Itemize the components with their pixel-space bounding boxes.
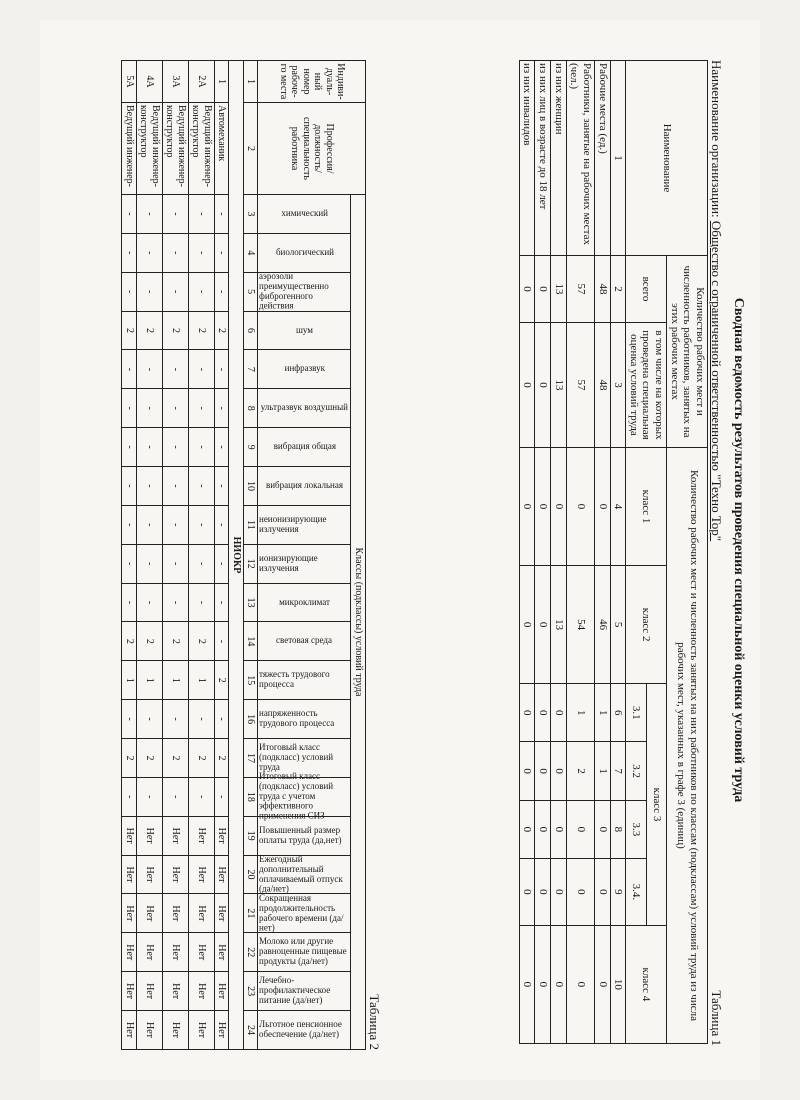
- t2-cell: 1: [163, 661, 189, 700]
- t2-cell: -: [215, 583, 230, 622]
- t1-col-number: 5: [610, 566, 626, 684]
- t2-cell: -: [215, 467, 230, 506]
- t2-factor-header: [258, 816, 351, 855]
- t1-cell: 0: [535, 742, 551, 800]
- t2-cell: 2: [122, 622, 137, 661]
- t2-cell: -: [163, 700, 189, 739]
- t2-factor-label: Итоговый класс (подкласс) условий труда: [259, 742, 334, 772]
- t2-cell: -: [215, 350, 230, 389]
- t2-factor-header: [258, 195, 351, 234]
- t2-factor-label: аэрозоли преимущественно фиброгенного действия: [259, 270, 330, 311]
- t2-factor-label: вибрация локальная: [266, 480, 344, 490]
- t2-cell: -: [215, 428, 230, 467]
- t2-section-title: НИОКР: [229, 61, 244, 1050]
- t2-cell: -: [137, 583, 163, 622]
- t2-cell: Нет: [189, 816, 215, 855]
- t2-factor-header: [258, 544, 351, 583]
- t1-cell: 0: [519, 256, 535, 323]
- t2-cell: -: [137, 272, 163, 311]
- t2-col-number: 11: [244, 505, 259, 544]
- t1-cell: 13: [550, 323, 566, 448]
- t1-row-name: из них лиц в возрасте до 18 лет: [535, 61, 551, 256]
- t2-cell: -: [137, 700, 163, 739]
- t2-cell: -: [215, 389, 230, 428]
- t2-col-number: 20: [244, 855, 259, 894]
- t1-cell: 0: [550, 684, 566, 742]
- t1-row-name: из них инвалидов: [519, 61, 535, 256]
- t1-cell: 2: [566, 742, 594, 800]
- t1-header-class31: 3.1: [626, 684, 646, 742]
- t2-factor-header: [258, 700, 351, 739]
- org-label: Наименование организации:: [709, 60, 724, 218]
- t2-cell: Нет: [215, 933, 230, 972]
- t2-cell: -: [122, 467, 137, 506]
- organization-line: [708, 60, 724, 541]
- t2-cell: -: [122, 583, 137, 622]
- t2-factor-label: Ежегодный дополнительный оплачиваемый отпуск (да/нет): [259, 853, 344, 894]
- t2-cell: -: [137, 467, 163, 506]
- t2-factor-header: [258, 505, 351, 544]
- summary-table: [519, 60, 708, 1044]
- t1-row: [519, 61, 535, 1044]
- t2-cell: Нет: [215, 894, 230, 933]
- t2-cell: -: [122, 350, 137, 389]
- t2-cell: 2: [163, 311, 189, 350]
- t2-cell: -: [137, 195, 163, 234]
- t2-cell: Нет: [137, 1011, 163, 1050]
- t2-cell: Нет: [189, 894, 215, 933]
- t1-header-total: всего: [626, 256, 667, 323]
- t2-cell: -: [163, 428, 189, 467]
- t2-cell: Нет: [137, 816, 163, 855]
- t1-col-number: 3: [610, 323, 626, 448]
- t2-cell: 2: [163, 622, 189, 661]
- t2-cell: Нет: [122, 816, 137, 855]
- t2-factor-label: Сокращенная продолжительность рабочего времени (да/нет): [259, 892, 344, 933]
- t2-cell: Нет: [122, 933, 137, 972]
- t2-factor-header: [258, 389, 351, 428]
- t1-cell: 0: [566, 925, 594, 1043]
- t2-cell: Нет: [215, 816, 230, 855]
- t2-cell: -: [122, 777, 137, 816]
- t2-row-prof: Автомеханик: [215, 103, 230, 195]
- t1-header-count: Количество рабочих мест и численность работников, занятых на этих рабочих местах: [667, 256, 708, 448]
- t2-cell: Нет: [163, 1011, 189, 1050]
- document-title: Сводная ведомость результатов проведения специальной оценки условий труда: [731, 297, 746, 803]
- t2-cell: Нет: [137, 855, 163, 894]
- t2-cell: -: [122, 505, 137, 544]
- t1-cell: 1: [594, 742, 610, 800]
- t2-cell: Нет: [122, 855, 137, 894]
- t1-header-sout: в том числе на которых проведена специальная оценка условий труда: [626, 323, 667, 448]
- t1-col-number: 10: [610, 925, 626, 1043]
- t2-cell: -: [189, 195, 215, 234]
- t2-cell: -: [163, 233, 189, 272]
- t2-cell: 2: [137, 311, 163, 350]
- t2-cell: -: [122, 428, 137, 467]
- t2-cell: -: [137, 428, 163, 467]
- t2-cell: -: [215, 505, 230, 544]
- t1-col-number: 6: [610, 684, 626, 742]
- t2-factor-label: ультразвук воздушный: [260, 402, 349, 413]
- t1-cell: 0: [535, 925, 551, 1043]
- t2-cell: -: [215, 233, 230, 272]
- t2-factor-label: биологический: [275, 246, 334, 257]
- t1-col-number: 4: [610, 448, 626, 566]
- table1-label: Таблица 1: [709, 990, 724, 1046]
- t2-cell: 2: [189, 622, 215, 661]
- t2-cell: -: [122, 233, 137, 272]
- t1-cell: 0: [535, 859, 551, 926]
- t2-cell: -: [163, 350, 189, 389]
- t2-col-number: 7: [244, 350, 259, 389]
- org-name: Общество с ограниченной ответственностью "Техно Тор": [709, 220, 724, 542]
- t2-cell: -: [189, 272, 215, 311]
- t1-cell: 0: [519, 323, 535, 448]
- t2-cell: Нет: [189, 855, 215, 894]
- t2-cell: -: [189, 428, 215, 467]
- t2-cell: Нет: [189, 933, 215, 972]
- t1-cell: 0: [550, 925, 566, 1043]
- t2-cell: Нет: [137, 933, 163, 972]
- t2-col-number: 24: [244, 1011, 259, 1050]
- t2-cell: -: [189, 700, 215, 739]
- t2-factor-label: Льготное пенсионное обеспечение (да/нет): [259, 1019, 343, 1040]
- t1-cell: 0: [519, 925, 535, 1043]
- t2-cell: -: [137, 777, 163, 816]
- t2-factor-label: шум: [296, 324, 314, 335]
- t1-header-class4: класс 4: [626, 925, 667, 1043]
- t2-col-number: 17: [244, 739, 259, 778]
- t2-factor-label: микроклимат: [279, 596, 330, 607]
- t1-cell: 0: [594, 859, 610, 926]
- t2-factor-header: [258, 855, 351, 894]
- t2-cell: -: [189, 583, 215, 622]
- t1-cell: 0: [594, 800, 610, 858]
- t2-row-num: 3А: [163, 61, 189, 103]
- t2-cell: 1: [137, 661, 163, 700]
- t1-cell: 48: [594, 323, 610, 448]
- t1-cell: 0: [535, 256, 551, 323]
- t1-cell: 0: [535, 684, 551, 742]
- t2-cell: -: [163, 467, 189, 506]
- t1-cell: 0: [550, 742, 566, 800]
- t2-row: [163, 61, 189, 1050]
- t2-factor-label: вибрация общая: [273, 441, 336, 452]
- t1-header-class1: класс 1: [626, 448, 667, 566]
- t2-cell: Нет: [137, 972, 163, 1011]
- t2-cell: Нет: [215, 1011, 230, 1050]
- t2-cell: -: [122, 700, 137, 739]
- t2-cell: -: [122, 272, 137, 311]
- t2-cell: Нет: [215, 972, 230, 1011]
- t1-cell: 0: [550, 800, 566, 858]
- t2-col-number: 18: [244, 777, 259, 816]
- t2-cell: -: [163, 583, 189, 622]
- t2-factor-header: [258, 583, 351, 622]
- t2-col-number: 19: [244, 816, 259, 855]
- t2-cell: -: [189, 233, 215, 272]
- t2-cell: 2: [122, 311, 137, 350]
- t2-cell: -: [122, 195, 137, 234]
- t2-cell: 2: [215, 739, 230, 778]
- t2-cell: -: [163, 505, 189, 544]
- t2-cell: Нет: [215, 855, 230, 894]
- t2-cell: Нет: [163, 816, 189, 855]
- t2-factor-headers: [258, 61, 351, 1050]
- t2-cell: Нет: [189, 1011, 215, 1050]
- t1-col-number: 1: [610, 61, 626, 256]
- t2-cell: 2: [137, 739, 163, 778]
- t1-header-class33: 3.3: [626, 800, 646, 858]
- t1-col-number: 8: [610, 800, 626, 858]
- t2-col-number: 1: [244, 61, 259, 103]
- t2-col-number: 2: [244, 103, 259, 195]
- t1-cell: 13: [550, 566, 566, 684]
- t2-row-prof: Ведущий инженер-конструктор: [137, 103, 163, 195]
- t1-cell: 0: [566, 800, 594, 858]
- t2-row-prof: Ведущий инженер-конструктор: [163, 103, 189, 195]
- t2-header-prof: Профессия/ должность/ специальность работника: [258, 103, 366, 195]
- t2-cell: Нет: [163, 894, 189, 933]
- t1-cell: 0: [594, 448, 610, 566]
- t1-cell: 54: [566, 566, 594, 684]
- t2-cell: Нет: [163, 933, 189, 972]
- t2-factor-header: [258, 428, 351, 467]
- t1-cell: 0: [519, 859, 535, 926]
- t2-cell: -: [137, 233, 163, 272]
- document-page: [40, 20, 760, 1080]
- t2-cell: -: [189, 467, 215, 506]
- t2-cell: Нет: [122, 972, 137, 1011]
- t1-col-number: 7: [610, 742, 626, 800]
- t2-cell: -: [189, 389, 215, 428]
- t1-cell: 57: [566, 323, 594, 448]
- t2-factor-label: напряженность трудового процесса: [259, 708, 335, 729]
- t2-cell: -: [189, 505, 215, 544]
- t2-cell: 2: [163, 739, 189, 778]
- t2-factor-header: [258, 661, 351, 700]
- t2-factor-label: ионизирующие излучения: [259, 552, 319, 573]
- t1-cell: 0: [550, 859, 566, 926]
- t1-cell: 0: [566, 448, 594, 566]
- t1-row-name: из них женщин: [550, 61, 566, 256]
- t2-col-number: 10: [244, 467, 259, 506]
- t2-factor-header: [258, 972, 351, 1011]
- t2-cell: 2: [215, 661, 230, 700]
- t2-col-number: 15: [244, 661, 259, 700]
- t2-cell: Нет: [122, 1011, 137, 1050]
- t2-col-number: 12: [244, 544, 259, 583]
- t2-cell: -: [215, 195, 230, 234]
- t2-col-number: 6: [244, 311, 259, 350]
- t2-column-numbers: [244, 61, 259, 1050]
- t1-cell: 0: [535, 448, 551, 566]
- t2-cell: 2: [215, 311, 230, 350]
- t2-row: [189, 61, 215, 1050]
- t2-cell: 2: [189, 739, 215, 778]
- t2-factor-header: [258, 311, 351, 350]
- t2-cell: -: [163, 389, 189, 428]
- t1-cell: 0: [519, 684, 535, 742]
- t1-cell: 0: [550, 448, 566, 566]
- t2-col-number: 16: [244, 700, 259, 739]
- t1-cell: 1: [594, 684, 610, 742]
- t2-factor-label: Итоговый класс (подкласс) условий труда с учетом эффективного применения СИЗ: [259, 771, 334, 821]
- t2-row: [215, 61, 230, 1050]
- t2-factor-header: [258, 233, 351, 272]
- t2-cell: -: [189, 544, 215, 583]
- t2-cell: -: [122, 544, 137, 583]
- t1-cell: 57: [566, 256, 594, 323]
- t1-cell: 0: [519, 742, 535, 800]
- t2-factor-label: химический: [281, 207, 328, 218]
- t2-cell: -: [137, 505, 163, 544]
- t1-row-name: Рабочие места (ед.): [594, 61, 610, 256]
- t2-cell: -: [163, 777, 189, 816]
- t2-factor-header: [258, 272, 351, 311]
- t1-cell: 1: [566, 684, 594, 742]
- t2-row-num: 4А: [137, 61, 163, 103]
- t2-cell: -: [163, 544, 189, 583]
- t2-cell: -: [215, 272, 230, 311]
- t2-row-prof: Ведущий инженер-конструктор: [189, 103, 215, 195]
- t2-col-number: 5: [244, 272, 259, 311]
- t2-row-prof: Ведущий инженер-: [122, 103, 137, 195]
- t2-factor-header: [258, 467, 351, 506]
- t1-cell: 0: [519, 448, 535, 566]
- workplaces-table: [122, 60, 367, 1050]
- t1-row-name: Работники, занятые на рабочих местах (чел.): [566, 61, 594, 256]
- t2-factor-header: [258, 894, 351, 933]
- t1-cell: 0: [535, 800, 551, 858]
- t1-col-number: 2: [610, 256, 626, 323]
- t2-cell: 2: [122, 739, 137, 778]
- t2-factor-header: [258, 933, 351, 972]
- t2-factor-header: [258, 771, 351, 821]
- t1-row: [535, 61, 551, 1044]
- t2-section-row: [229, 61, 244, 1050]
- t2-factor-label: световая среда: [276, 635, 333, 646]
- t1-row: [566, 61, 594, 1044]
- t1-cell: 46: [594, 566, 610, 684]
- t1-cell: 48: [594, 256, 610, 323]
- t2-cell: -: [122, 389, 137, 428]
- t1-cell: 0: [594, 925, 610, 1043]
- t2-cell: Нет: [163, 855, 189, 894]
- t2-factor-label: инфразвук: [284, 363, 325, 374]
- t2-cell: 2: [137, 622, 163, 661]
- t1-header-class34: 3.4.: [626, 859, 646, 926]
- t1-cell: 0: [519, 566, 535, 684]
- t1-header-classes: Количество рабочих мест и численность занятых на них работников по классам (подклассам) условий труда из числа рабочих мест, указанных в графе 3 (единиц): [667, 448, 708, 1044]
- t2-col-number: 4: [244, 233, 259, 272]
- t2-row: [122, 61, 137, 1050]
- t2-cell: -: [215, 544, 230, 583]
- t1-cell: 13: [550, 256, 566, 323]
- t2-factor-header: [258, 1011, 351, 1050]
- t2-cell: Нет: [137, 894, 163, 933]
- t2-header-num: Индиви-дуаль-ный номер рабоче-го места: [258, 61, 366, 103]
- t1-cell: 0: [519, 800, 535, 858]
- t2-cell: -: [189, 350, 215, 389]
- t1-row: [550, 61, 566, 1044]
- t2-col-number: 3: [244, 195, 259, 234]
- t2-cell: Нет: [189, 972, 215, 1011]
- t2-cell: 1: [122, 661, 137, 700]
- t2-cell: -: [189, 777, 215, 816]
- t2-factor-label: Молоко или другие равноценные пищевые продукты (да/нет): [259, 936, 348, 967]
- t2-cell: Нет: [122, 894, 137, 933]
- t2-cell: -: [215, 622, 230, 661]
- t2-cell: -: [163, 195, 189, 234]
- t2-cell: 2: [189, 311, 215, 350]
- t1-row: [594, 61, 610, 1044]
- t2-cell: -: [137, 350, 163, 389]
- t2-cell: -: [163, 272, 189, 311]
- t2-col-number: 14: [244, 622, 259, 661]
- t2-cell: -: [215, 700, 230, 739]
- t2-row: [137, 61, 163, 1050]
- t2-cell: 1: [189, 661, 215, 700]
- t1-cell: 0: [535, 566, 551, 684]
- t1-header-class2: класс 2: [626, 566, 667, 684]
- t2-cell: -: [137, 544, 163, 583]
- t2-col-number: 9: [244, 428, 259, 467]
- t2-col-number: 13: [244, 583, 259, 622]
- t1-header-name: Наименование: [626, 61, 708, 256]
- t1-cell: 0: [566, 859, 594, 926]
- t2-cell: -: [215, 777, 230, 816]
- table2-label: Таблица 2: [367, 994, 382, 1050]
- t2-col-number: 8: [244, 389, 259, 428]
- t2-row-num: 5А: [122, 61, 137, 103]
- t2-factor-label: Повышенный размер оплаты труда (да,нет): [259, 824, 343, 845]
- t2-row-num: 2А: [189, 61, 215, 103]
- t2-factor-label: тяжесть трудового процесса: [259, 669, 331, 690]
- t1-header-class3: класс 3: [646, 684, 666, 926]
- t2-factor-label: неионизирующие излучения: [259, 513, 327, 534]
- t1-col-number: 9: [610, 859, 626, 926]
- t2-col-number: 23: [244, 972, 259, 1011]
- t2-col-number: 22: [244, 933, 259, 972]
- t1-column-numbers: [610, 61, 626, 1044]
- t2-cell: -: [137, 389, 163, 428]
- t2-factor-header: [258, 350, 351, 389]
- t1-header-class32: 3.2: [626, 742, 646, 800]
- t2-header-classes: Классы (подклассы) условий труда: [351, 195, 366, 1050]
- t2-factor-label: Лечебно-профилактическое питание (да/нет): [259, 975, 331, 1006]
- t2-col-number: 21: [244, 894, 259, 933]
- t2-factor-header: [258, 622, 351, 661]
- t2-row-num: 1: [215, 61, 230, 103]
- t1-cell: 0: [535, 323, 551, 448]
- t2-cell: Нет: [163, 972, 189, 1011]
